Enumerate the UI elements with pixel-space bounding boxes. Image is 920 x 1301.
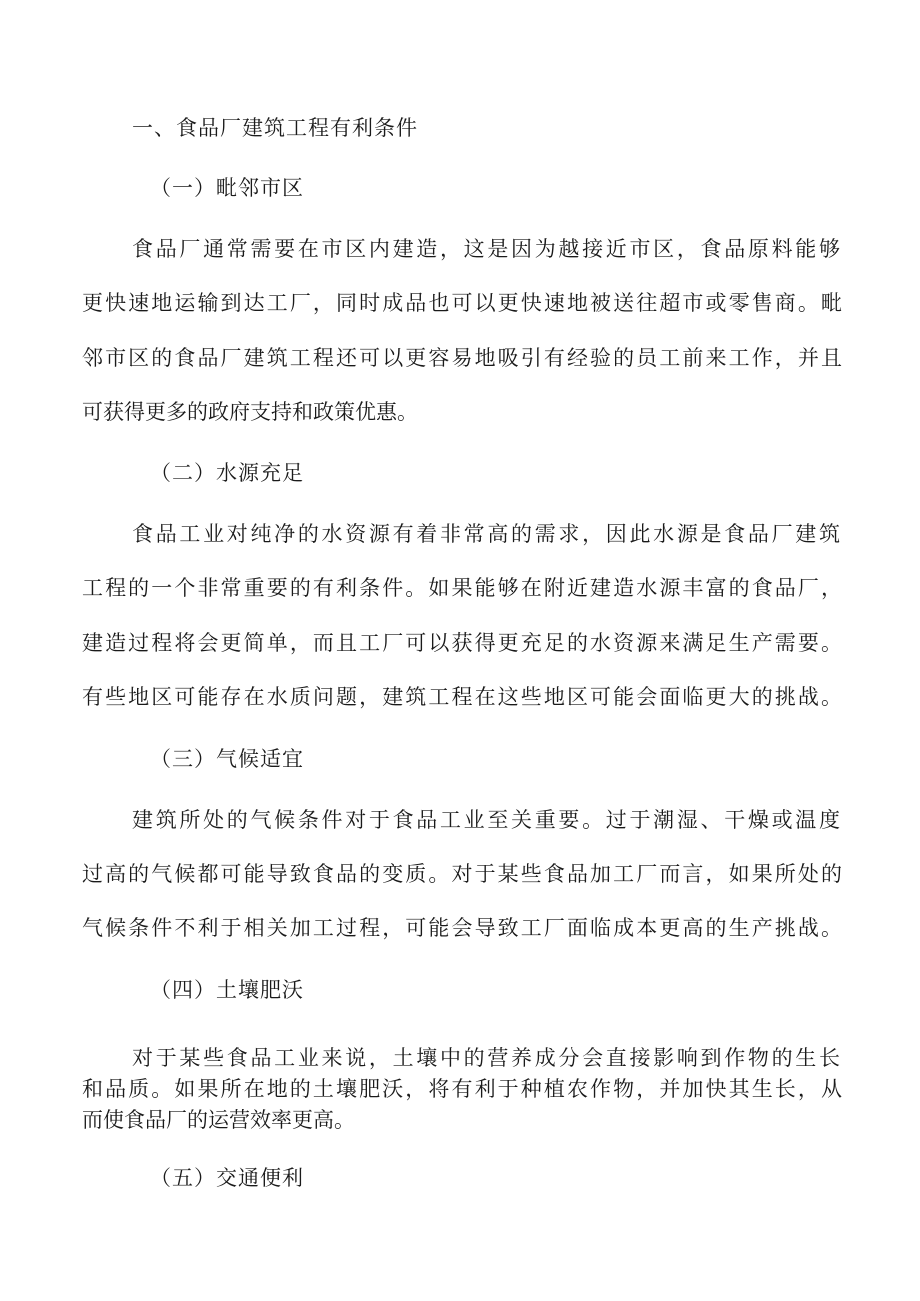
paragraph-line: 更快速地运输到达工厂，同时成品也可以更快速地被送往超市或零售商。毗 bbox=[82, 291, 842, 315]
paragraph-line: 而使食品厂的运营效率更高。 bbox=[82, 1108, 355, 1132]
paragraph-line: 有些地区可能存在水质问题，建筑工程在这些地区可能会面临更大的挑战。 bbox=[82, 685, 842, 709]
document-title: 一、食品厂建筑工程有利条件 bbox=[132, 116, 418, 140]
paragraph-line: 过高的气候都可能导致食品的变质。对于某些食品加工厂而言，如果所处的 bbox=[82, 862, 842, 886]
paragraph-line: 食品厂通常需要在市区内建造，这是因为越接近市区，食品原料能够 bbox=[132, 237, 840, 261]
paragraph-line: 和品质。如果所在地的土壤肥沃，将有利于种植农作物，并加快其生长，从 bbox=[82, 1077, 842, 1101]
paragraph-line: 对于某些食品工业来说，土壤中的营养成分会直接影响到作物的生长 bbox=[132, 1046, 840, 1070]
section-heading-3: （三）气候适宜 bbox=[150, 747, 304, 771]
paragraph-line: 建筑所处的气候条件对于食品工业至关重要。过于潮湿、干燥或温度 bbox=[132, 808, 840, 832]
section-heading-1: （一）毗邻市区 bbox=[150, 176, 304, 200]
paragraph-line: 食品工业对纯净的水资源有着非常高的需求，因此水源是食品厂建筑 bbox=[132, 522, 840, 546]
paragraph-line: 建造过程将会更简单，而且工厂可以获得更充足的水资源来满足生产需要。 bbox=[82, 631, 842, 655]
paragraph-line: 邻市区的食品厂建筑工程还可以更容易地吸引有经验的员工前来工作，并且 bbox=[82, 346, 842, 370]
paragraph-line: 气候条件不利于相关加工过程，可能会导致工厂面临成本更高的生产挑战。 bbox=[82, 916, 842, 940]
section-heading-4: （四）土壤肥沃 bbox=[150, 978, 304, 1002]
paragraph-line: 可获得更多的政府支持和政策优惠。 bbox=[82, 400, 418, 424]
paragraph-line: 工程的一个非常重要的有利条件。如果能够在附近建造水源丰富的食品厂， bbox=[82, 576, 842, 600]
section-heading-2: （二）水源充足 bbox=[150, 461, 304, 485]
section-heading-5: （五）交通便利 bbox=[150, 1166, 304, 1190]
